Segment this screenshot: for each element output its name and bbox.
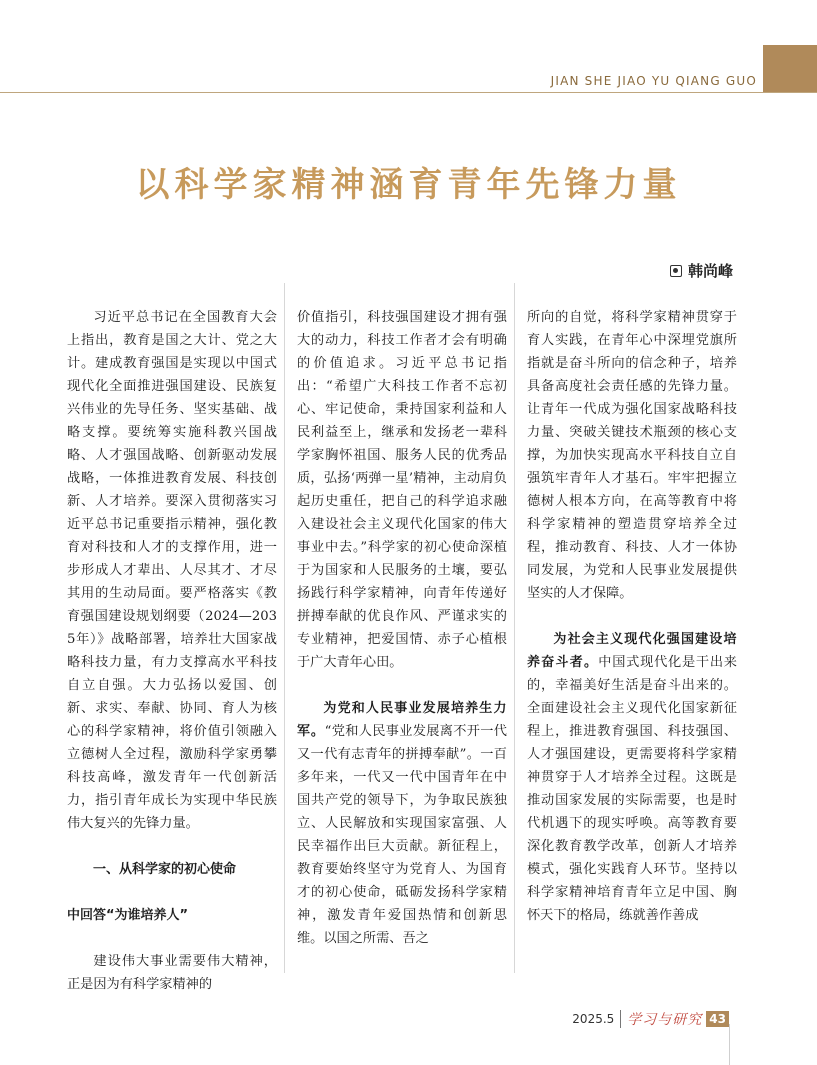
paragraph: 所向的自觉，将科学家精神贯穿于育人实践，在青年心中深埋党旗所指就是奋斗所向的信念种子，培养具备高度社会责任感的先锋力量。让青年一代成为强化国家战略科技力量、突破关键技术瓶颈的核心支撑，为加快实现高水平科技自立自强筑牢青年人才基石。牢牢把握立德树人根本方向，在高等教育中将科学家精神的塑造贯穿培养全过程，推动教育、科技、人才一体协同发展，为党和人民事业发展提供坚实的人才保障。 (527, 310, 737, 601)
paragraph: 价值指引，科技强国建设才拥有强大的动力，科技工作者才会有明确的价值追求。习近平总书记指出：“希望广大科技工作者不忘初心、牢记使命，秉持国家利益和人民利益至上，继承和发扬老一辈科学家胸怀祖国、服务人民的优秀品质，弘扬‘两弹一星’精神，主动肩负起历史重任，把自己的科学追求融入建设社会主义现代化国家的伟大事业中去。”科学家的初心使命深植于为国家和人民服务的土壤，要弘扬践行科学家精神，向青年传递好拼搏奉献的优良作风、严谨求实的专业精神，把爱国情、赤子心植根于广大青年心田。 (297, 310, 507, 670)
paragraph: 建设伟大事业需要伟大精神，正是因为有科学家精神的 (67, 954, 277, 992)
paragraph: 习近平总书记在全国教育大会上指出，教育是国之大计、党之大计。建成教育强国是实现以中国式现代化全面推进强国建设、民族复兴伟业的先导任务、坚实基础、战略支撑。要统筹实施科教兴国战略、人才强国战略、创新驱动发展战略，一体推进教育发展、科技创新、人才培养。要深入贯彻落实习近平总书记重要指示精神，强化教育对科技和人才的支撑作用，进一步形成人才辈出、人尽其才、才尽其用的生动局面。要严格落实《教育强国建设规划纲要（2024—2035年）》战略部署，培养壮大国家战略科技力量，有力支撑高水平科技自立自强。大力弘扬以爱国、创新、求实、奉献、协同、育人为核心的科学家精神，将价值引领融入立德树人全过程，激励科学家勇攀科技高峰，激发青年一代创新活力，指引青年成长为实现中华民族伟大复兴的先锋力量。 (67, 310, 277, 831)
article-title: 以科学家精神涵育青年先锋力量 (135, 164, 682, 205)
corner-color-block (763, 45, 817, 92)
page-number: 43 (706, 1011, 729, 1027)
author-marker-icon (670, 265, 682, 277)
text-column-2 (297, 283, 507, 973)
paragraph-with-lead (527, 628, 737, 927)
paragraph-body: 中国式现代化是干出来的，幸福美好生活是奋斗出来的。全面建设社会主义现代化国家新征程上，推进教育强国、科技强国、人才强国建设，更需要将科学家精神贯穿于人才培养全过程。这既是推动国家发展的实际需要，也是时代机遇下的现实呼唤。高等教育要深化教育教学改革，创新人才培养模式，强化实践育人环节。坚持以科学家精神培育青年立足中国、胸怀天下的格局，练就善作善成 (527, 655, 737, 923)
lead-in-bold: 为社会主义现代化强国建设培养奋斗者。 (527, 632, 737, 670)
issue-number: 2025.5 (572, 1012, 615, 1026)
magazine-logo: 学习与研究 (627, 1012, 703, 1028)
paragraph-with-lead (297, 697, 507, 950)
text-column-3 (527, 283, 737, 950)
page-footer (572, 1009, 729, 1029)
section-heading-line-2: 中回答“为谁培养人” (67, 908, 189, 923)
header-rule (0, 92, 817, 93)
footer-divider (620, 1010, 621, 1028)
footer-rule (729, 1024, 730, 1065)
running-header: JIAN SHE JIAO YU QIANG GUO (550, 74, 757, 88)
text-column-1 (67, 283, 277, 1019)
author-line (670, 260, 733, 281)
author-name: 韩尚峰 (687, 262, 733, 280)
column-divider (514, 283, 515, 973)
lead-in-bold: 为党和人民事业发展培养生力军。 (297, 701, 507, 739)
column-divider (284, 283, 285, 973)
paragraph-body: “党和人民事业发展离不开一代又一代有志青年的拼搏奉献”。一百多年来，一代又一代中国青年在中国共产党的领导下，为争取民族独立、人民解放和实现国家富强、人民幸福作出巨大贡献。新征程上，教育要始终坚守为党育人、为国育才的初心使命，砥砺发扬科学家精神，激发青年爱国热情和创新思维。以国之所需、吾之 (297, 724, 507, 946)
section-heading-line-1: 一、从科学家的初心使命 (93, 862, 237, 877)
